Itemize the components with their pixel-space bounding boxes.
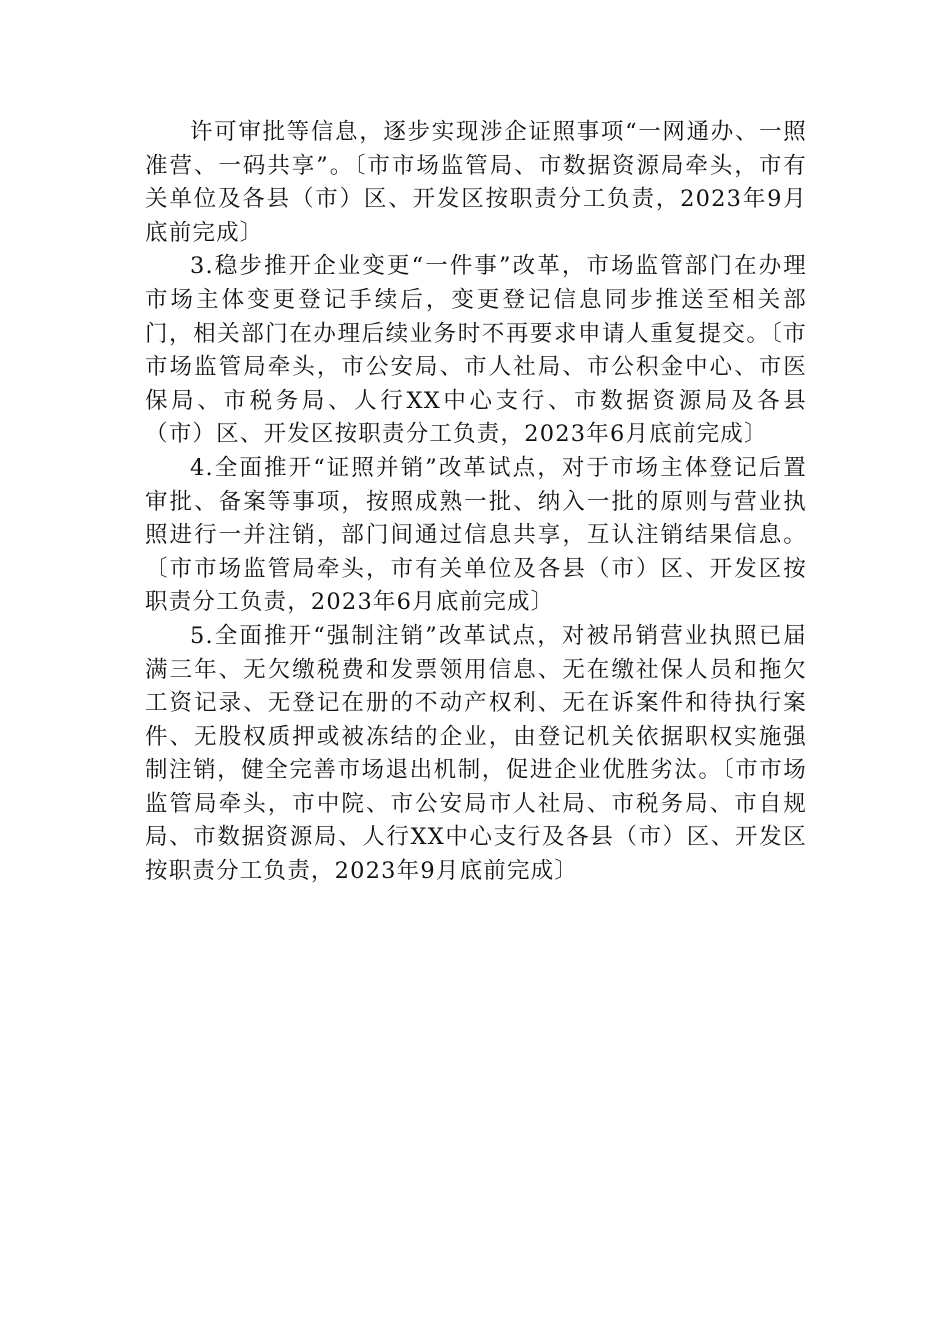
- paragraph-item-5-compulsory-cancellation: 5.全面推开“强制注销”改革试点，对被吊销营业执照已届满三年、无欠缴税费和发票领用信息、无在缴社保人员和拖欠工资记录、无登记在册的不动产权利、无在诉案件和待执行案件、无股权质押或被冻结的企业，由登记机关依据职权实施强制注销，健全完善市场退出机制，促进企业优胜劣汰。〔市市场监管局牵头，市中院、市公安局市人社局、市税务局、市自规局、市数据资源局、人行XX中心支行及各县（市）区、开发区按职责分工负责，2023年9月底前完成〕: [145, 622, 807, 885]
- paragraph-item-4-license-cancellation: 4.全面推开“证照并销”改革试点，对于市场主体登记后置审批、备案等事项，按照成熟一批、纳入一批的原则与营业执照进行一并注销，部门间通过信息共享，互认注销结果信息。〔市市场监管局牵头，市有关单位及各县（市）区、开发区按职责分工负责，2023年6月底前完成〕: [145, 454, 807, 616]
- document-body: [145, 116, 807, 889]
- paragraph-item-3-enterprise-change: 3.稳步推开企业变更“一件事”改革，市场监管部门在办理市场主体变更登记手续后，变更登记信息同步推送至相关部门，相关部门在办理后续业务时不再要求申请人重复提交。〔市市场监管局牵头，市公安局、市人社局、市公积金中心、市医保局、市税务局、人行XX中心支行、市数据资源局及各县（市）区、开发区按职责分工负责，2023年6月底前完成〕: [145, 253, 807, 448]
- paragraph-approval-info-continuation: 许可审批等信息，逐步实现涉企证照事项“一网通办、一照准营、一码共享”。〔市市场监管局、市数据资源局牵头，市有关单位及各县（市）区、开发区按职责分工负责，2023年9月底前完成〕: [145, 119, 807, 246]
